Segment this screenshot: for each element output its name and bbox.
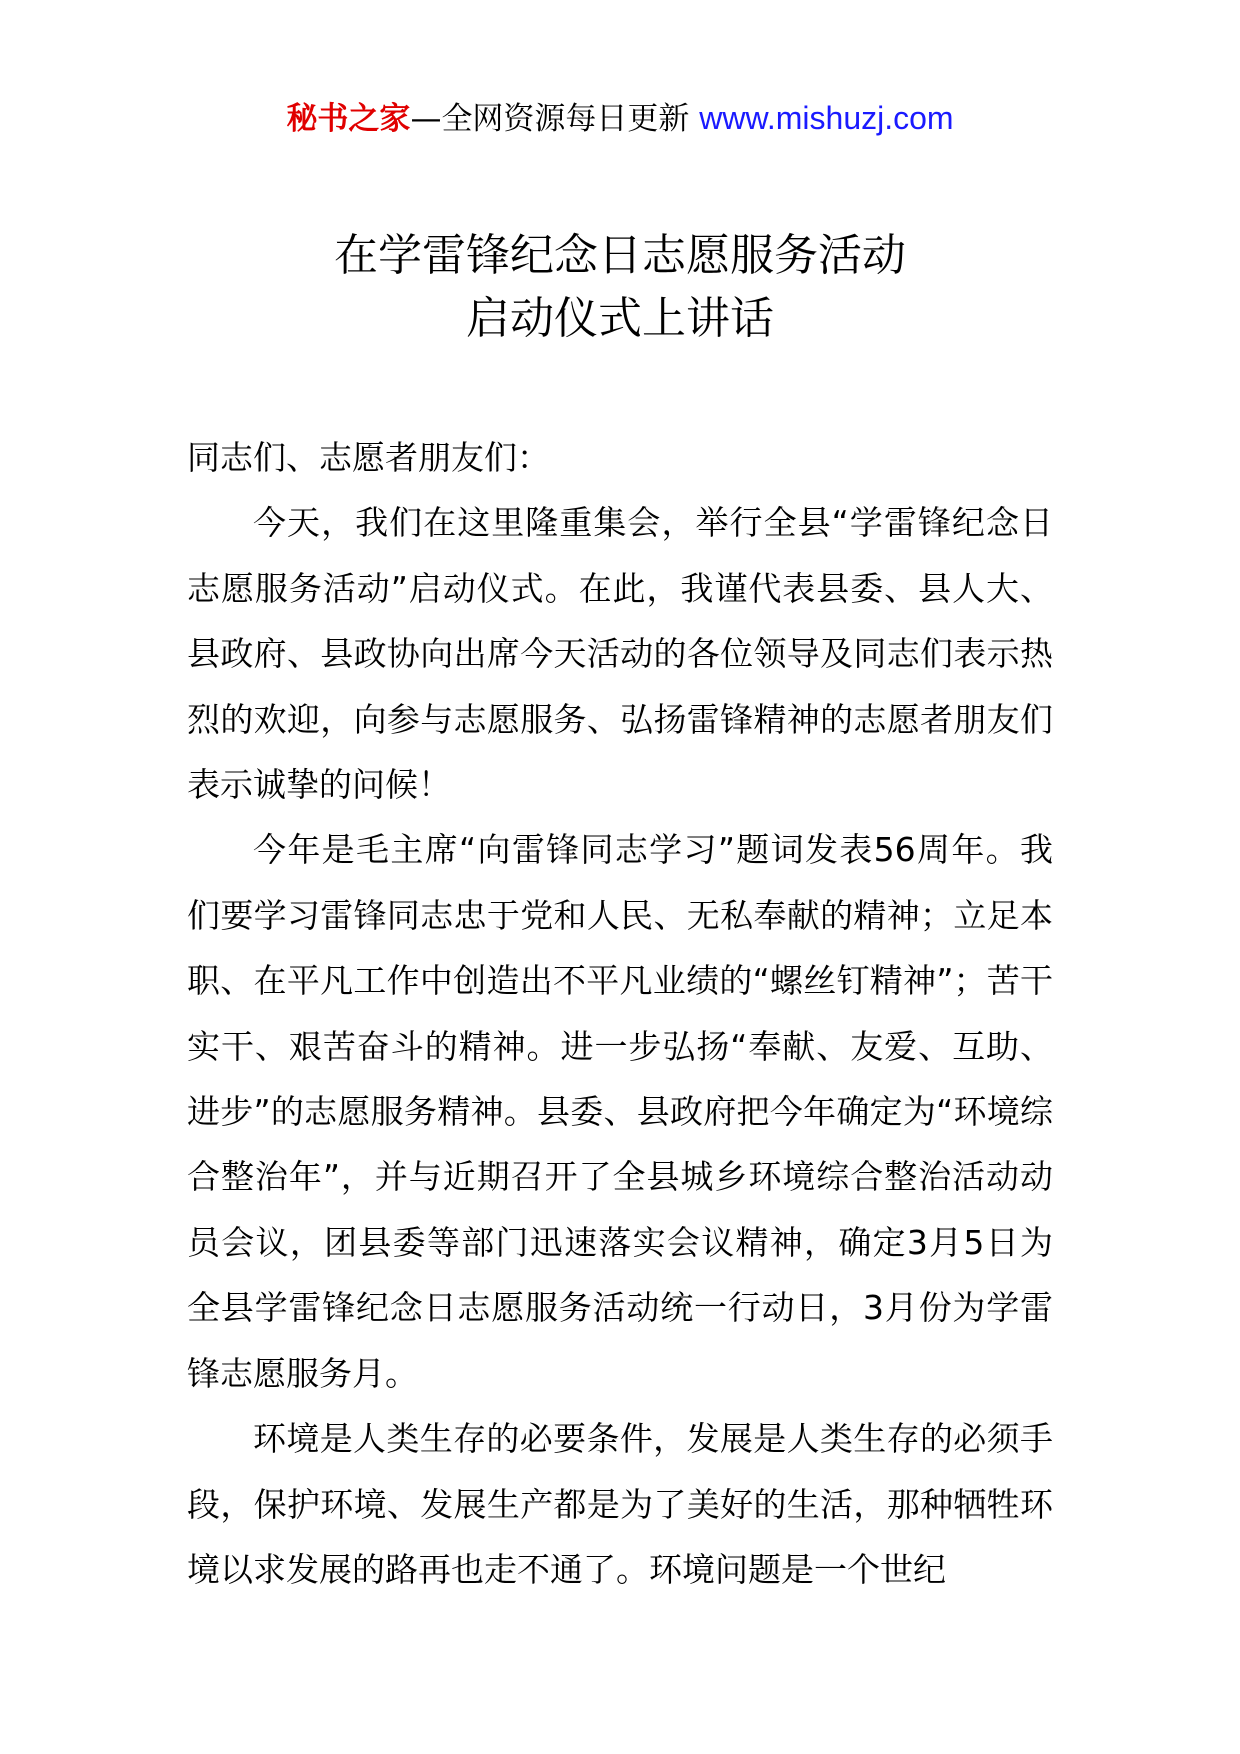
- site-url-link[interactable]: www.mishuzj.com: [699, 100, 954, 136]
- document-title: [0, 224, 1240, 350]
- salutation: 同志们、志愿者朋友们：: [187, 438, 550, 477]
- site-header: [0, 98, 1240, 139]
- paragraph-1: 今天，我们在这里隆重集会，举行全县“学雷锋纪念日志愿服务活动”启动仪式。在此，我谨代表县委、县人大、县政府、县政协向出席今天活动的各位领导及同志们表示热烈的欢迎，向参与志愿服务、弘扬雷锋精神的志愿者朋友们表示诚挚的问候！: [187, 503, 1053, 805]
- title-line-1: 在学雷锋纪念日志愿服务活动: [334, 230, 906, 281]
- site-brand[interactable]: 秘书之家: [286, 101, 411, 137]
- paragraph-3: 环境是人类生存的必要条件，发展是人类生存的必须手段，保护环境、发展生产都是为了美好的生活，那种牺牲环境以求发展的路再也走不通了。环境问题是一个世纪: [187, 1419, 1053, 1589]
- paragraph-2: 今年是毛主席“向雷锋同志学习”题词发表56周年。我们要学习雷锋同志忠于党和人民、无私奉献的精神；立足本职、在平凡工作中创造出不平凡业绩的“螺丝钉精神”；苦干实干、艰苦奋斗的精神。进一步弘扬“奉献、友爱、互助、进步”的志愿服务精神。县委、县政府把今年确定为“环境综合整治年”，并与近期召开了全县城乡环境综合整治活动动员会议，团县委等部门迅速落实会议精神，确定3月5日为全县学雷锋纪念日志愿服务活动统一行动日，3月份为学雷锋志愿服务月。: [187, 830, 1053, 1393]
- title-line-2: 启动仪式上讲话: [466, 293, 774, 344]
- document-body: [187, 425, 1053, 1602]
- site-slogan: —全网资源每日更新: [410, 101, 700, 137]
